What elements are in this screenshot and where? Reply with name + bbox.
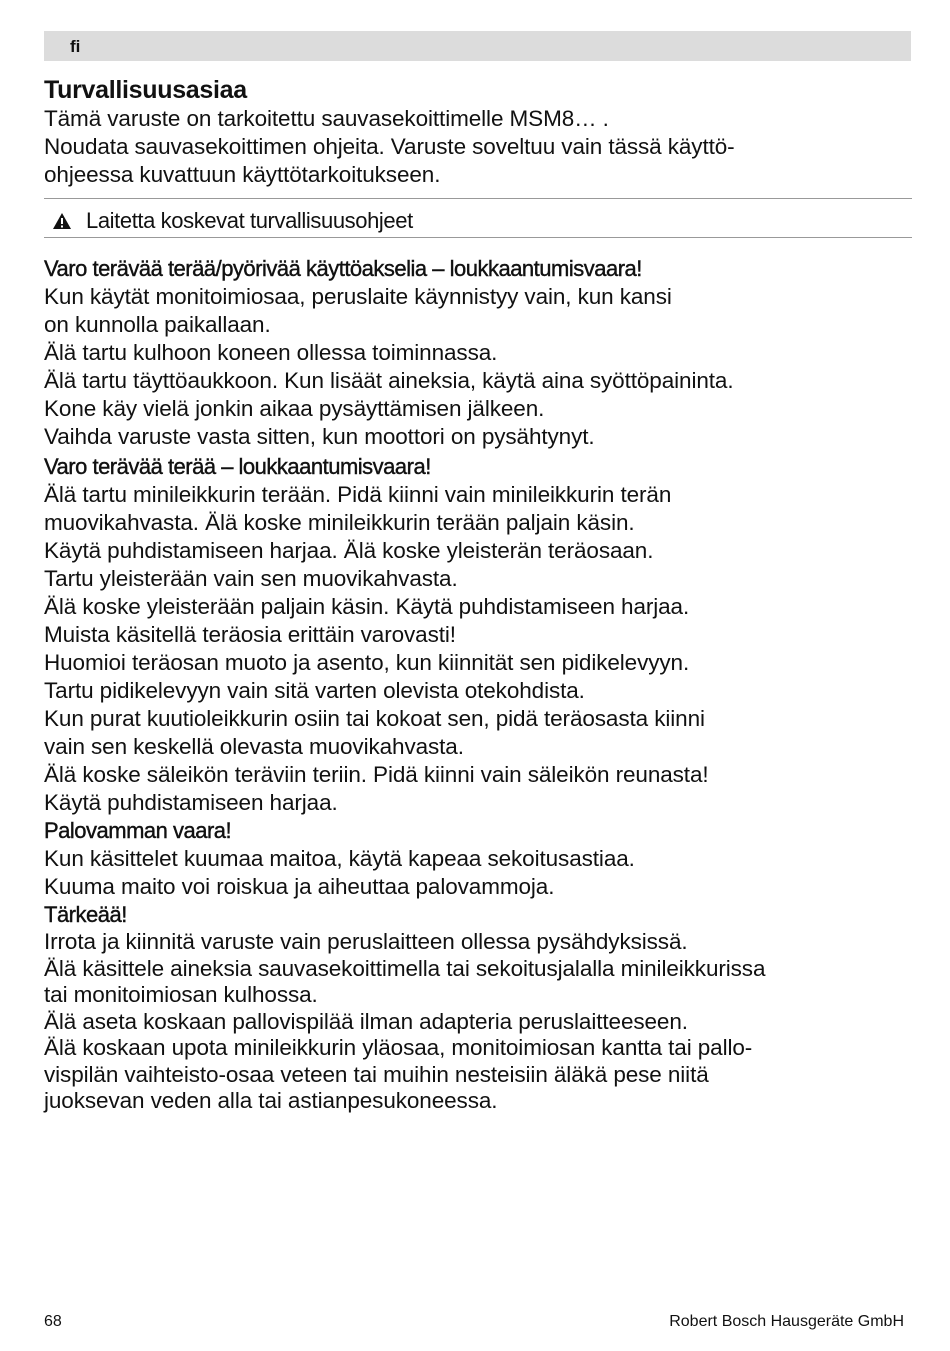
safety-heading: Laitetta koskevat turvallisuusohjeet	[86, 208, 413, 233]
section-title: Turvallisuusasiaa	[44, 76, 247, 104]
page-number: 68	[44, 1313, 62, 1330]
safety-heading-row	[44, 199, 912, 238]
warning-triangle-icon	[52, 212, 72, 230]
block-heading: Palovamman vaara!	[44, 818, 232, 843]
block-heading: Tärkeää!	[44, 902, 127, 927]
language-bar	[44, 31, 911, 61]
block-heading: Varo terävää terää/pyörivää käyttöakselia – loukkaantumisvaara!	[44, 256, 642, 281]
safety-block	[44, 817, 912, 901]
safety-block	[44, 453, 912, 817]
language-code: fi	[70, 37, 81, 56]
company-name: Robert Bosch Hausgeräte GmbH	[669, 1313, 904, 1330]
safety-block	[44, 255, 912, 451]
block-text: Kun käsittelet kuumaa maitoa, käytä kapeaa sekoitusastiaa. Kuuma maito voi roiskua ja aiheuttaa palovammoja.	[44, 846, 635, 899]
page-content	[44, 75, 912, 1115]
block-text: Irrota ja kiinnitä varuste vain peruslaitteen ollessa pysähdyksissä. Älä käsittele aineksia sauvasekoittimella tai sekoitusjalalla minileikkurissa tai monitoimiosan kulhossa. Älä aseta koskaan pallovispilää ilman adapteria peruslaitteeseen. Älä koskaan upota minileikkurin yläosaa, monitoimiosan kantta tai pallo- vispilän vaihteisto-osaa veteen tai muihin nesteisiin äläkä pese niitä juoksevan veden alla tai astianpesukoneessa.	[44, 929, 766, 1113]
block-text: Kun käytät monitoimiosaa, peruslaite käynnistyy vain, kun kansi on kunnolla paikallaan. Älä tartu kulhoon koneen ollessa toiminnassa. Älä tartu täyttöaukkoon. Kun lisäät aineksia, käytä aina syöttöpaininta. Kone käy vielä jonkin aikaa pysäyttämisen jälkeen. Vaihda varuste vasta sitten, kun moottori on pysähtynyt.	[44, 284, 734, 449]
section-intro: Tämä varuste on tarkoitettu sauvasekoittimelle MSM8… . Noudata sauvasekoittimen ohjeita. Varuste soveltuu vain tässä käyttö- ohjeessa kuvattuun käyttötarkoitukseen.	[44, 106, 735, 187]
safety-block	[44, 901, 912, 1115]
block-text: Älä tartu minileikkurin terään. Pidä kiinni vain minileikkurin terän muovikahvasta. Älä koske minileikkurin terään paljain käsin. Käytä puhdistamiseen harjaa. Älä koske yleisterän teräosaan. Tartu yleisterään vain sen muovikahvasta. Älä koske yleisterään paljain käsin. Käytä puhdistamiseen harjaa. Muista käsitellä teräosia erittäin varovasti! Huomioi teräosan muoto ja asento, kun kiinnität sen pidikelevyyn. Tartu pidikelevyyn vain sitä varten olevista otekohdista. Kun purat kuutioleikkurin osiin tai kokoat sen, pidä teräosasta kiinni vain sen keskellä olevasta muovikahvasta. Älä koske säleikön teräviin teriin. Pidä kiinni vain säleikön reunasta! Käytä puhdistamiseen harjaa.	[44, 482, 709, 815]
block-heading: Varo terävää terää – loukkaantumisvaara!	[44, 454, 431, 479]
